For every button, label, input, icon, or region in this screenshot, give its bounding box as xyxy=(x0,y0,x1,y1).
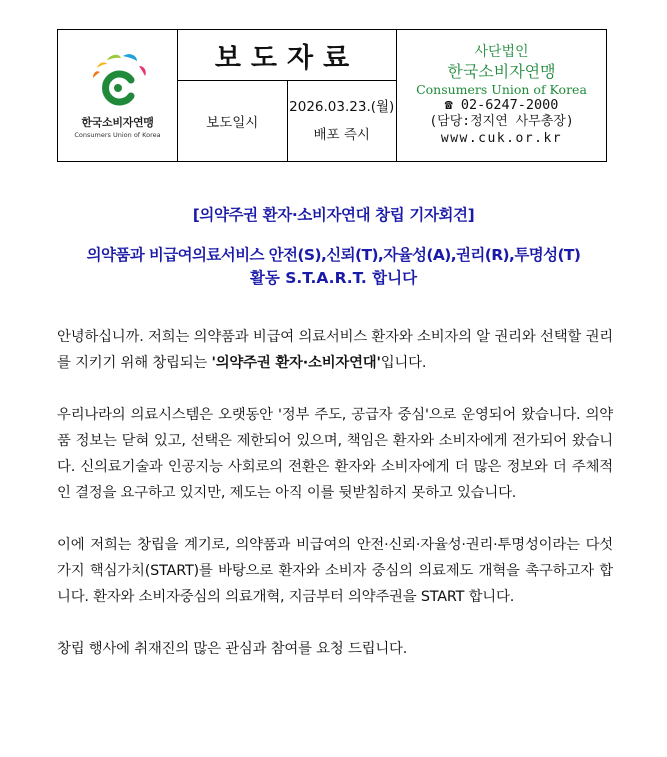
org-english-name: Consumers Union of Korea xyxy=(416,81,587,97)
org-phone: ☎ 02-6247-2000 xyxy=(444,97,559,114)
date-cell xyxy=(287,81,397,162)
intro-text: 안녕하십니까. 저희는 의약품과 비급여 의료서비스 환자와 소비자의 알 권리와 선택할 권리를 지키기 위해 창립되는 xyxy=(57,329,613,371)
release-date: 2026.03.23.(월) xyxy=(289,99,395,115)
logo xyxy=(58,52,177,139)
paragraph-intro xyxy=(57,324,613,376)
org-type: 사단법인 xyxy=(474,44,529,61)
org-contact: (담당:정지연 사무총장) xyxy=(429,114,574,130)
paragraph-background: 우리나라의 의료시스템은 오랫동안 '정부 주도, 공급자 중심'으로 운영되어 왔습니다. 의약품 정보는 닫혀 있고, 선택은 제한되어 있으며, 책임은 환자와 소비자에게 전가되어 왔습니다. 신의료기술과 인공지능 사회로의 전환은 환자와 소비자에게 더 많은 정보와 더 주체적인 결정을 요구하고 있지만, 제도는 아직 이를 뒷받침하지 못하고 있습니다. xyxy=(57,407,613,501)
logo-subtitle: Consumers Union of Korea xyxy=(74,131,161,139)
intro-end: 입니다. xyxy=(380,355,427,371)
logo-name: 한국소비자연맹 xyxy=(81,116,154,129)
date-label: 보도일시 xyxy=(178,81,288,162)
headline-main-cont: 활동 S.T.A.R.T. 합니다 xyxy=(249,269,418,287)
org-highlight: '의약주권 환자·소비자연대' xyxy=(211,355,381,371)
logo-cell xyxy=(58,30,178,162)
headline-event: [의약주권 환자·소비자연대 창립 기자회견] xyxy=(192,206,475,224)
organization-info xyxy=(397,30,607,162)
cuk-logo-icon xyxy=(85,52,151,110)
press-header-table xyxy=(57,29,607,162)
document-title: 보도자료 xyxy=(178,30,397,81)
headline-main: 의약품과 비급여의료서비스 안전(S),신뢰(T),자율성(A),권리(R),투명성(T) xyxy=(86,246,581,264)
paragraph-mission: 이에 저희는 창립을 계기로, 의약품과 비급여의 안전·신뢰·자율성·권리·투명성이라는 다섯 가지 핵심가치(START)를 바탕으로 환자와 소비자 중심의 의료제도 개혁을 촉구하고자 합니다. 환자와 소비자중심의 의료개혁, 지금부터 의약주권을 START 합니다. xyxy=(57,537,613,605)
org-name: 한국소비자연맹 xyxy=(447,61,556,81)
release-timing: 배포 즉시 xyxy=(313,127,370,143)
press-body xyxy=(57,324,613,688)
paragraph-invitation: 창립 행사에 취재진의 많은 관심과 참여를 요청 드립니다. xyxy=(57,641,408,657)
org-website: www.cuk.or.kr xyxy=(440,130,563,146)
